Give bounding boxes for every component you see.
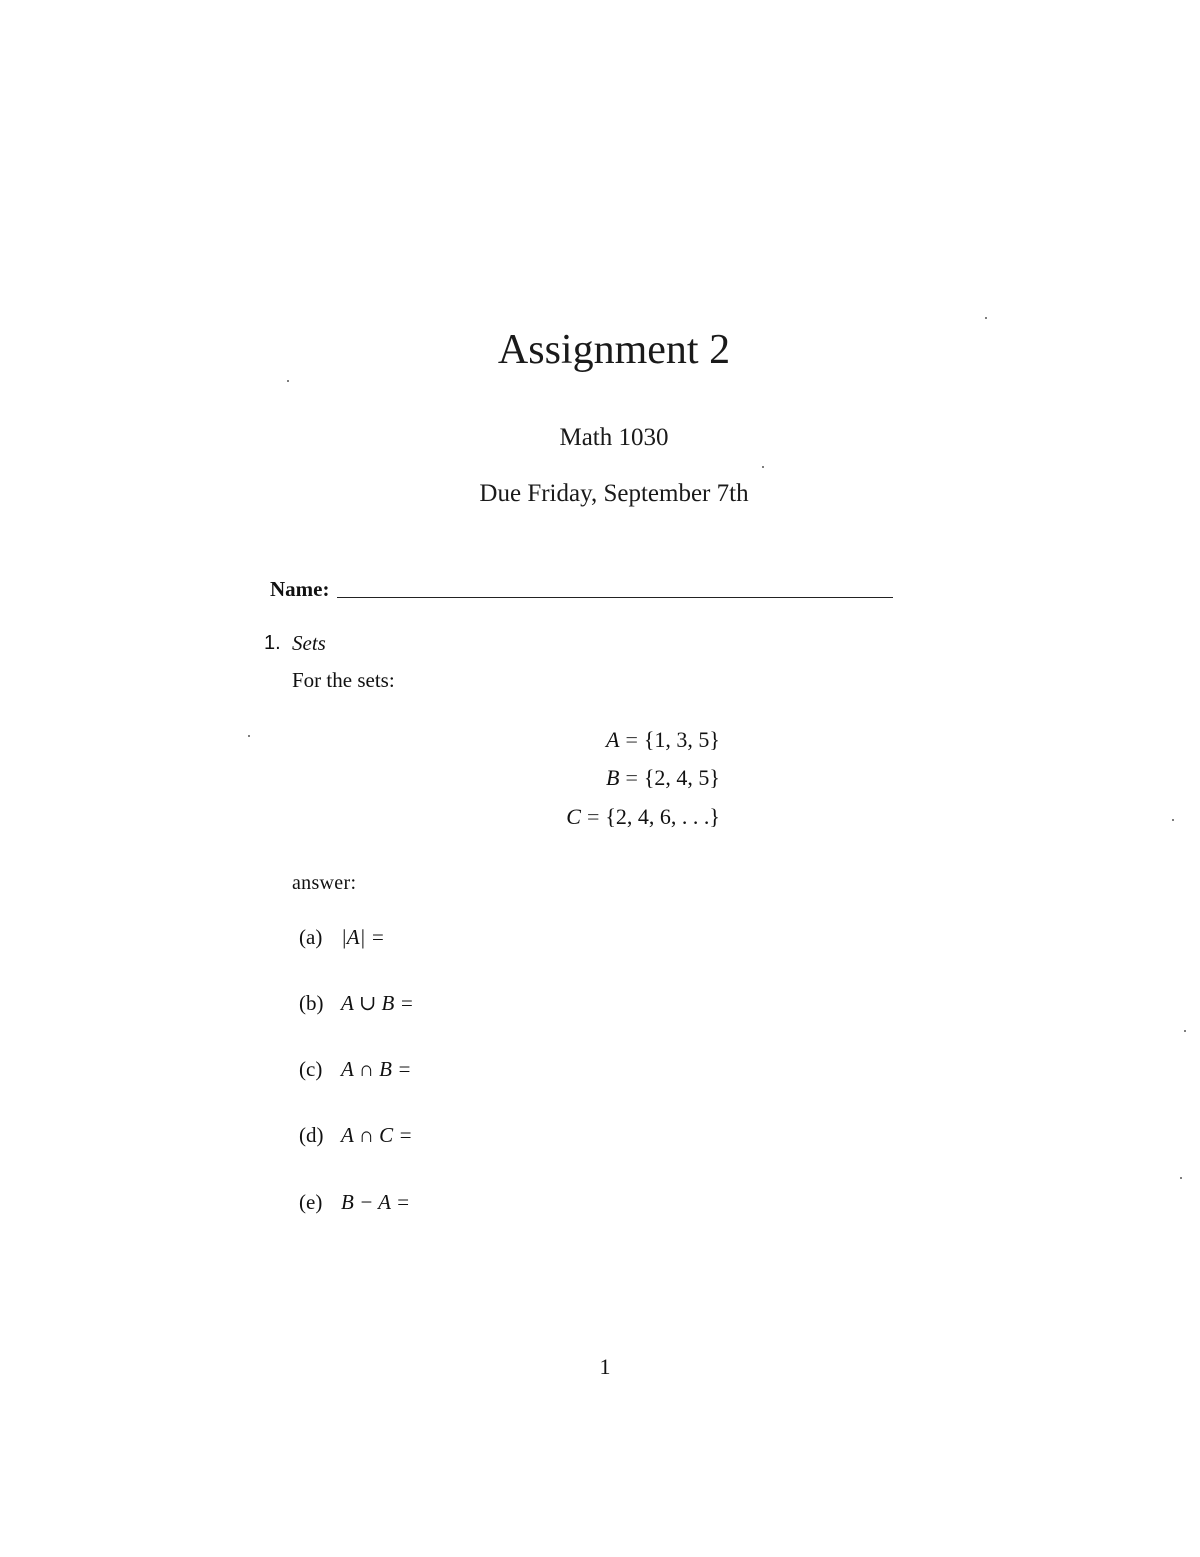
scan-speck	[1172, 819, 1174, 821]
part-label: (b)	[299, 991, 324, 1015]
set-value: {2, 4, 6, . . .}	[605, 804, 720, 829]
part-expression: B − A =	[341, 1190, 410, 1214]
name-field[interactable]	[270, 575, 893, 603]
part-expression: A ∩ C =	[341, 1123, 413, 1147]
question-part-b	[299, 989, 414, 1017]
part-label: (d)	[299, 1123, 324, 1147]
question-part-c	[299, 1055, 411, 1083]
set-name: B	[606, 765, 620, 790]
scan-speck	[1180, 1177, 1182, 1179]
scan-speck	[985, 317, 987, 319]
part-label: (e)	[299, 1190, 323, 1214]
question-part-d	[299, 1121, 413, 1149]
set-name: A	[606, 727, 620, 752]
scan-speck	[762, 466, 764, 468]
set-name: C	[566, 804, 581, 829]
due-date: Due Friday, September 7th	[479, 480, 749, 507]
set-value: {1, 3, 5}	[643, 727, 720, 752]
set-equals: =	[586, 804, 600, 829]
problem-topic: Sets	[292, 631, 326, 655]
page-number: 1	[599, 1354, 611, 1379]
set-definition-b	[540, 764, 720, 792]
problem-intro: For the sets:	[292, 668, 395, 692]
answer-label: answer:	[292, 872, 357, 894]
part-expression: A ∩ B =	[341, 1057, 412, 1081]
scan-speck	[248, 735, 250, 737]
scan-speck	[287, 380, 289, 382]
question-part-e	[299, 1188, 410, 1216]
name-blank-line[interactable]	[337, 597, 893, 598]
problem-number: 1.	[264, 632, 281, 654]
set-definition-a	[540, 726, 720, 754]
part-label: (c)	[299, 1057, 323, 1081]
page-title: Assignment 2	[497, 327, 731, 373]
set-equals: =	[625, 727, 638, 752]
question-part-a	[299, 923, 385, 951]
part-expression: A ∪ B =	[341, 991, 414, 1015]
set-value: {2, 4, 5}	[643, 765, 720, 790]
name-label: Name:	[270, 577, 330, 601]
part-label: (a)	[299, 925, 323, 949]
part-expression: |A| =	[341, 925, 385, 949]
course-name: Math 1030	[559, 424, 669, 451]
set-definition-c	[540, 803, 720, 831]
scan-speck	[1184, 1030, 1186, 1032]
set-equals: =	[625, 765, 638, 790]
